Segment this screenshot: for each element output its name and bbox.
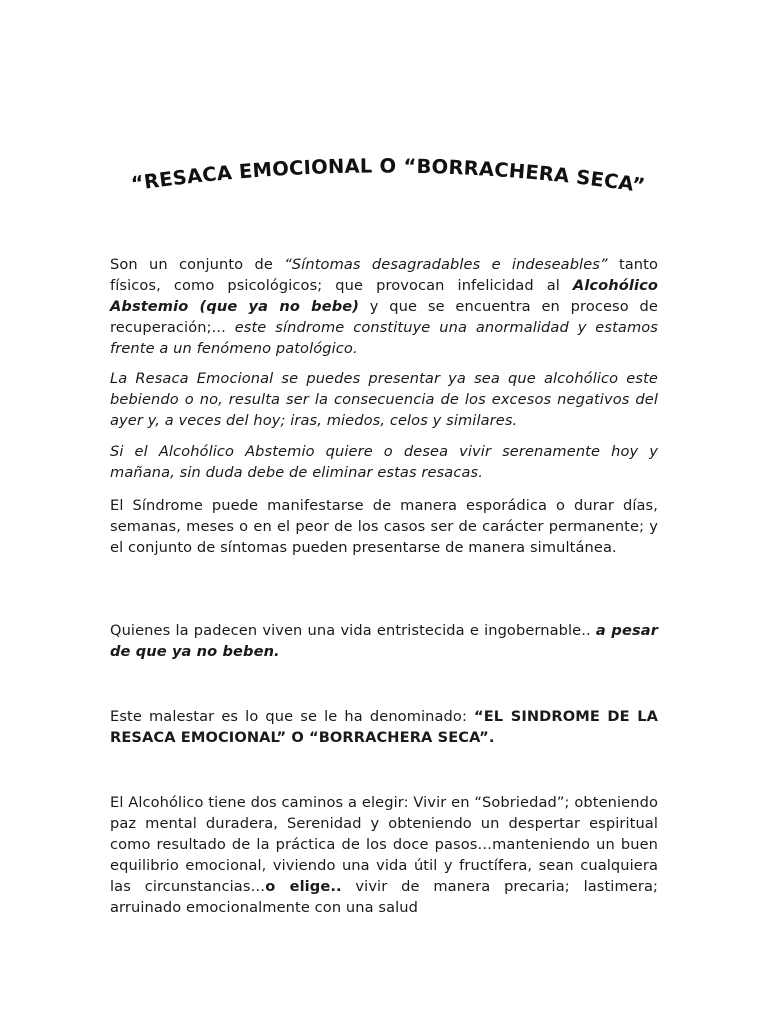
paragraph-7 — [110, 792, 658, 918]
title-text — [130, 154, 647, 197]
p1-text-e: y que se encuentra en proceso de recuperación;... — [110, 298, 658, 336]
paragraph-4 — [110, 495, 658, 558]
p7-text-c: vivir de manera precaria; lastimera; arruinado emocionalmente con una salud — [110, 878, 658, 916]
paragraph-3 — [110, 441, 658, 483]
p7-text-b: o elige.. — [265, 878, 342, 895]
p1-text-d: Alcohólico Abstemio (que ya no bebe) — [110, 277, 658, 315]
p2-text: La Resaca Emocional se puedes presentar ya sea que alcohólico este bebiendo o no, resulta ser la consecuencia de los excesos negativos del ayer y, a veces del hoy; iras, miedos, celos y similares. — [110, 370, 658, 429]
paragraph-2 — [110, 368, 658, 431]
title-textpath: “RESACA EMOCIONAL O “BORRACHERA SECA” — [129, 154, 647, 198]
paragraph-5 — [110, 620, 658, 662]
p1-text-a: Son un conjunto de — [110, 256, 285, 273]
p7-text-a: El Alcohólico tiene dos caminos a elegir: Vivir en “Sobriedad”; obteniendo paz mental duradera, Serenidad y obteniendo un despertar espiritual como resultado de la práctica de los doce pasos…manteniendo un buen equilibrio emocional, viviendo una vida útil y fructífera, sean cualquiera las circunstancias… — [110, 794, 658, 895]
p6-text-b: “EL SINDROME DE LA RESACA EMOCIONAL” O “BORRACHERA SECA”. — [110, 708, 659, 746]
p6-text-a: Este malestar es lo que se le ha denominado: — [110, 708, 475, 725]
p1-text-c: tanto físicos, como psicológicos; que provocan infelicidad al — [110, 256, 659, 294]
p3-text: Si el Alcohólico Abstemio quiere o desea vivir serenamente hoy y mañana, sin duda debe de eliminar estas resacas. — [110, 443, 658, 481]
p5-text-a: Quienes la padecen viven una vida entristecida e ingobernable.. — [110, 622, 596, 639]
p1-text-f: este síndrome constituye una anormalidad y estamos frente a un fenómeno patológico. — [110, 319, 659, 357]
p5-text-b: a pesar de que ya no beben. — [110, 622, 658, 660]
p4-text: El Síndrome puede manifestarse de manera esporádica o durar días, semanas, meses o en el peor de los casos ser de carácter permanente; y el conjunto de síntomas pueden presentarse de manera simultánea. — [110, 497, 658, 556]
document-title — [96, 150, 680, 220]
paragraph-1 — [110, 254, 658, 359]
p1-text-b: “Síntomas desagradables e indeseables” — [284, 256, 608, 273]
wordart-title — [96, 150, 680, 220]
paragraph-6 — [110, 706, 658, 748]
